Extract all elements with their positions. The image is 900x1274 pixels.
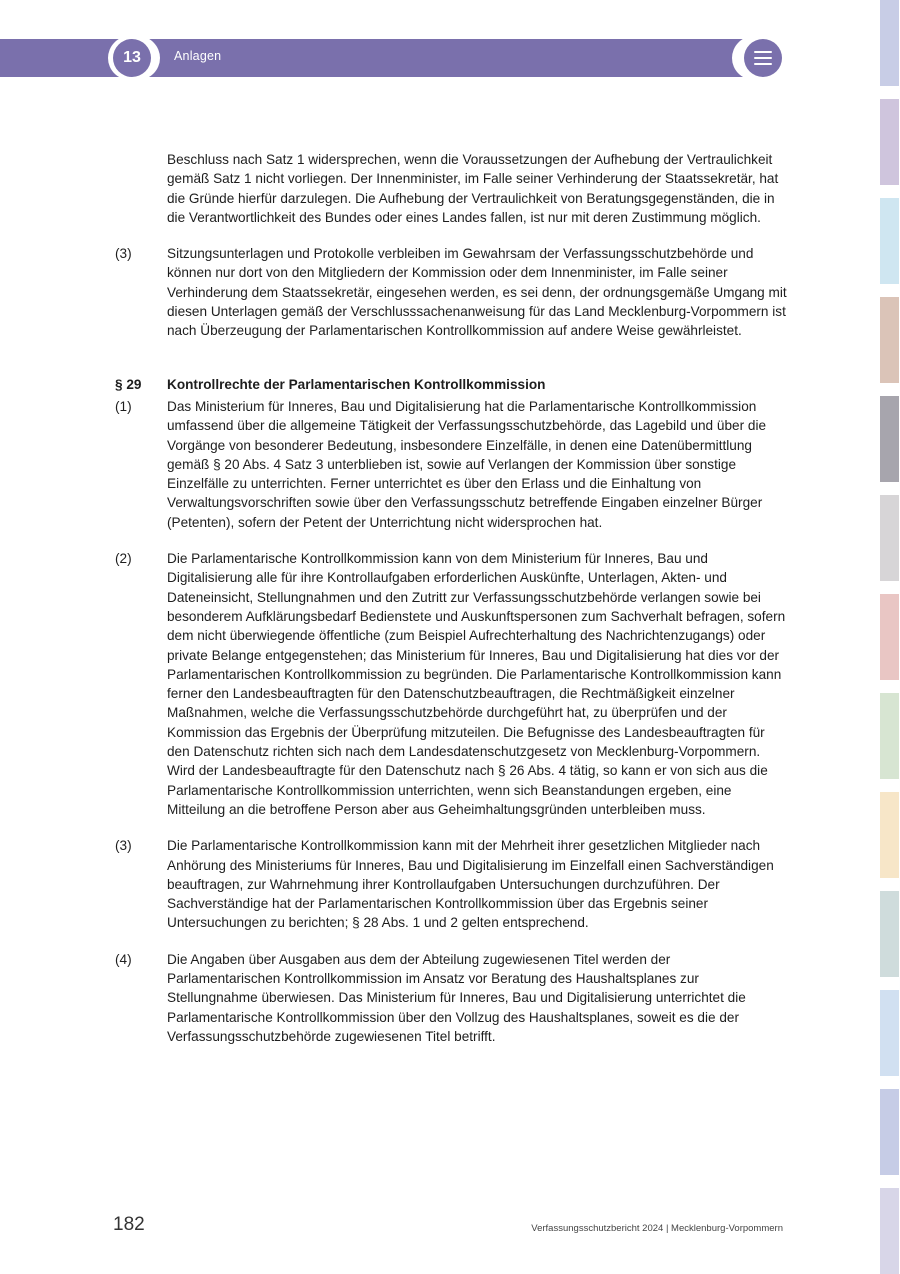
menu-wrap — [732, 36, 788, 80]
chapter-tab-8[interactable] — [880, 693, 899, 779]
section-heading — [115, 375, 787, 394]
hamburger-icon-line — [754, 63, 772, 65]
paragraph-number: (3) — [115, 838, 132, 854]
paragraph-intro — [115, 150, 787, 227]
paragraph-29-2 — [115, 549, 787, 819]
paragraph-number: (2) — [115, 551, 132, 567]
chapter-tab-13[interactable] — [880, 1188, 899, 1274]
paragraph-text: Die Parlamentarische Kontrollkommission kann mit der Mehrheit ihrer gesetzlichen Mitglieder nach Anhörung des Ministeriums für Inneres, Bau und Digitalisierung im Einzelfall einen Sachverständigen beauftragen, zur Wahrnehmung ihrer Kontrollaufgaben Untersuchungen durchzuführen. Der Sachverständige hat der Parlamentarischen Kontrollkommission über das Ergebnis seiner Untersuchungen zu berichten; § 28 Abs. 1 und 2 gelten entsprechend. — [167, 838, 774, 931]
paragraph-number: (3) — [115, 246, 132, 262]
paragraph-text: Das Ministerium für Inneres, Bau und Digitalisierung hat die Parlamentarische Kontrollkommission umfassend über die allgemeine Tätigkeit der Verfassungsschutzbehörde, das Lagebild und über die Vorgänge von besonderer Bedeutung, insbesondere Einzelfälle, in denen eine Datenübermittlung gemäß § 20 Abs. 4 Satz 3 unterblieben ist, sowie auf Verlangen der Kommission über sonstige Einzelfälle zu unterrichten. Ferner unterrichtet es über den Erlass und die Einhaltung von Verwaltungsvorschriften sowie über den Verfassungsschutz betreffende Eingaben einzelner Bürger (Petenten), sofern der Petent der Unterrichtung nicht widersprochen hat. — [167, 398, 767, 530]
chapter-tab-4[interactable] — [880, 297, 899, 383]
chapter-tab-3[interactable] — [880, 198, 899, 284]
chapter-tabs — [880, 0, 899, 1272]
menu-button[interactable] — [744, 39, 782, 77]
paragraph-29-3 — [115, 836, 787, 932]
section-number: § 29 — [115, 376, 142, 392]
page-number: 182 — [113, 1214, 145, 1235]
chapter-tab-12[interactable] — [880, 1089, 899, 1175]
chapter-tab-10[interactable] — [880, 891, 899, 977]
section-title: Kontrollrechte der Parlamentarischen Kontrollkommission — [167, 376, 546, 392]
footer-publication: Verfassungsschutzbericht 2024 | Mecklenburg-Vorpommern — [531, 1223, 783, 1234]
chapter-tab-7[interactable] — [880, 594, 899, 680]
paragraph-text: Beschluss nach Satz 1 widersprechen, wenn die Voraussetzungen der Aufhebung der Vertraulichkeit gemäß Satz 1 nicht vorliegen. Der Innenminister, im Falle seiner Verhinderung der Staatssekretär, hat die Gründe hierfür darzulegen. Die Aufhebung der Vertraulichkeit von Beratungsgegenständen, die in die Verantwortlichkeit des Bundes oder eines Landes fallen, ist nur mit deren Zustimmung möglich. — [167, 152, 779, 225]
paragraph-text: Die Angaben über Ausgaben aus dem der Abteilung zugewiesenen Titel werden der Parlamentarischen Kontrollkommission im Ansatz vor Beratung des Haushaltsplanes zur Stellungnahme überwiesen. Das Ministerium für Inneres, Bau und Digitalisierung unterrichtet die Parlamentarische Kontrollkommission über den Vollzug des Haushaltsplanes, soweit es die der Verfassungsschutzbehörde zugewiesenen Titel betrifft. — [167, 951, 746, 1044]
paragraph-number: (1) — [115, 398, 132, 414]
paragraph-29-4 — [115, 950, 787, 1046]
paragraph-29-1 — [115, 397, 787, 532]
chapter-tab-5[interactable] — [880, 396, 899, 482]
paragraph-text: Sitzungsunterlagen und Protokolle verbleiben im Gewahrsam der Verfassungsschutzbehörde und können nur dort von den Mitgliedern der Kommission oder dem Innenminister, im Falle seiner Verhinderung dem Staatssekretär, eingesehen werden, es sei denn, der ordnungsgemäße Umgang mit diesen Unterlagen gemäß der Verschlusssachenanweisung für das Land Mecklenburg-Vorpommern ist nach Überzeugung der Parlamentarischen Kontrollkommission auf andere Weise gewährleistet. — [167, 246, 787, 339]
chapter-title: Anlagen — [174, 49, 222, 63]
hamburger-icon-line — [754, 57, 772, 59]
paragraph-text: Die Parlamentarische Kontrollkommission kann von dem Ministerium für Inneres, Bau und Digitalisierung alle für ihre Kontrollaufgaben erforderlichen Auskünfte, Unterlagen, Akten- und Dateneinsicht, Stellungnahmen und den Zutritt zur Verfassungsschutzbehörde verlangen sowie bei besonderem Aufklärungsbedarf Bedienstete und Auskunftspersonen zum Sachverhalt befragen, sofern dem nicht überwiegende öffentliche (zum Beispiel Aufrechterhaltung des Nachrichtenzugangs) oder private Belange entgegenstehen; das Ministerium für Inneres, Bau und Digitalisierung hat dies vor der Parlamentarischen Kontrollkommission zu begründen. Die Parlamentarische Kontrollkommission kann ferner den Landesbeauftragten für den Datenschutzbeauftragen, die Rechtmäßigkeit einzelner Maßnahmen, welche die Verfassungsschutzbehörde durchgeführt hat, zu überprüfen und der Kommission das Ergebnis der Überprüfung mitzuteilen. Die Befugnisse des Landesbeauftragten für den Datenschutz richten sich nach dem Landesdatenschutzgesetz von Mecklenburg-Vorpommern. Wird der Landesbeauftragte für den Datenschutz nach § 26 Abs. 4 tätig, so kann er von sich aus die Parlamentarische Kontrollkommission unterrichten, wenn sich Beanstandungen ergeben, eine Mitteilung an die betroffene Person aber aus Geheimhaltungsgründen unterbleiben muss. — [167, 551, 786, 817]
chapter-number: 13 — [113, 39, 151, 77]
page-content — [115, 150, 787, 1046]
chapter-badge — [108, 36, 160, 80]
chapter-tab-9[interactable] — [880, 792, 899, 878]
paragraph-number: (4) — [115, 951, 132, 967]
chapter-tab-6[interactable] — [880, 495, 899, 581]
chapter-tab-2[interactable] — [880, 99, 899, 185]
hamburger-icon-line — [754, 51, 772, 53]
paragraph-28-3 — [115, 244, 787, 340]
chapter-tab-1[interactable] — [880, 0, 899, 86]
chapter-tab-11[interactable] — [880, 990, 899, 1076]
